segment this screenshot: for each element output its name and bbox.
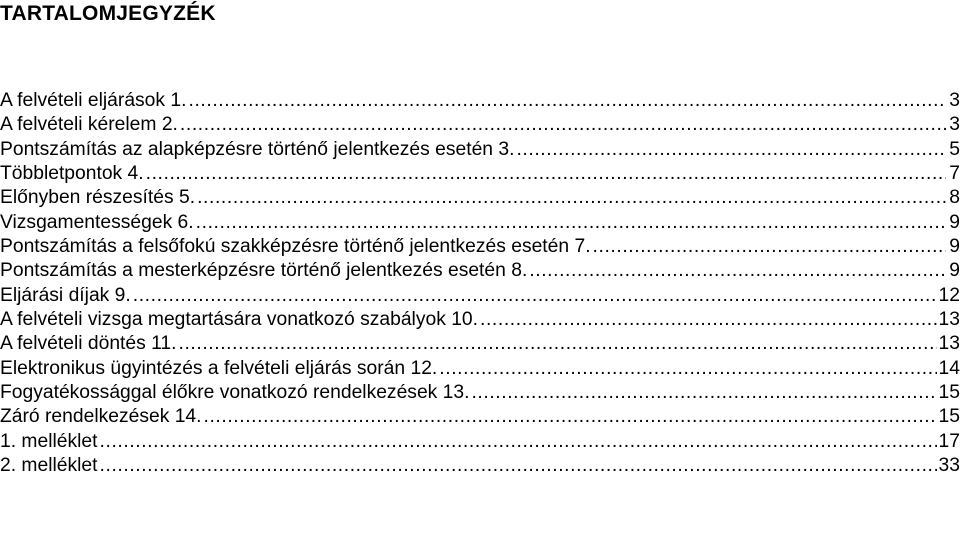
toc-title: TARTALOMJEGYZÉK [0, 2, 216, 25]
toc-entry-text[interactable]: Pontszámítás az alapképzésre történő jelentkezés esetén 3. [0, 138, 515, 160]
toc-page-number[interactable]: 33 [938, 455, 960, 477]
toc-entry-text[interactable]: Elektronikus ügyintézés a felvételi eljárás során 12. [0, 357, 438, 379]
toc-dot-leader [100, 430, 937, 454]
toc-entry-text[interactable]: Többletpontok 4. [0, 163, 144, 185]
toc-dot-leader [179, 332, 937, 356]
toc-dot-leader [146, 162, 946, 186]
toc-page-number[interactable]: 8 [949, 187, 960, 209]
toc-page-number[interactable]: 12 [938, 284, 960, 306]
toc-page-number[interactable]: 14 [938, 357, 960, 379]
toc-dot-leader [196, 211, 946, 235]
toc-entry[interactable] [0, 332, 960, 356]
toc-page-number[interactable]: 15 [938, 406, 960, 428]
toc-dot-leader [204, 405, 937, 429]
toc-entry[interactable] [0, 113, 960, 137]
toc-entry[interactable] [0, 405, 960, 429]
toc-entry-text[interactable]: A felvételi eljárások 1. [0, 90, 187, 111]
toc-entry[interactable] [0, 235, 960, 259]
toc-page-number[interactable]: 9 [949, 211, 960, 233]
toc-entry[interactable] [0, 162, 960, 186]
toc-dot-leader [189, 89, 947, 113]
toc-entry-text[interactable]: 2. melléklet [0, 455, 98, 477]
toc-entry-text[interactable]: Záró rendelkezések 14. [0, 406, 202, 428]
toc-dot-leader [516, 138, 946, 162]
toc-dot-leader [197, 186, 946, 210]
toc-entry-text[interactable]: A felvételi vizsga megtartására vonatkozó szabályok 10. [0, 309, 479, 331]
toc-page-number[interactable]: 7 [949, 163, 960, 185]
toc-dot-leader [133, 284, 937, 308]
toc-entry[interactable] [0, 259, 960, 283]
toc-page-number[interactable]: 5 [949, 138, 960, 160]
toc-entry-text[interactable]: A felvételi döntés 11. [0, 333, 177, 355]
toc-page-number[interactable]: 13 [938, 333, 960, 355]
toc-entry-text[interactable]: Pontszámítás a mesterképzésre történő jelentkezés esetén 8. [0, 260, 528, 282]
toc-page-number[interactable]: 15 [938, 382, 960, 404]
toc-entry[interactable] [0, 138, 960, 162]
toc-entry[interactable] [0, 357, 960, 381]
toc-entry[interactable] [0, 308, 960, 332]
toc-entry-text[interactable]: 1. melléklet [0, 430, 98, 452]
toc-page-number[interactable]: 17 [938, 430, 960, 452]
toc-dot-leader [100, 454, 937, 478]
toc-page-number[interactable]: 13 [938, 309, 960, 331]
toc-dot-leader [480, 308, 937, 332]
toc-entry-text[interactable]: Fogyatékossággal élőkre vonatkozó rendelkezések 13. [0, 382, 470, 404]
toc-page-number[interactable]: 9 [949, 236, 960, 258]
toc-entry[interactable] [0, 381, 960, 405]
toc-entry[interactable] [0, 186, 960, 210]
toc-dot-leader [471, 381, 936, 405]
toc-page-number[interactable]: 9 [949, 260, 960, 282]
toc-list [0, 89, 960, 479]
toc-entry-text[interactable]: Eljárási díjak 9. [0, 284, 131, 306]
toc-entry-text[interactable]: Előnyben részesítés 5. [0, 187, 196, 209]
toc-page-number[interactable]: 3 [949, 90, 960, 111]
toc-dot-leader [593, 235, 946, 259]
toc-dot-leader [529, 259, 946, 283]
toc-entry[interactable] [0, 211, 960, 235]
toc-dot-leader [180, 113, 946, 137]
toc-entry-text[interactable]: Pontszámítás a felsőfokú szakképzésre történő jelentkezés esetén 7. [0, 236, 591, 258]
toc-entry-text[interactable]: A felvételi kérelem 2. [0, 114, 178, 136]
toc-entry-text[interactable]: Vizsgamentességek 6. [0, 211, 194, 233]
toc-entry[interactable] [0, 430, 960, 454]
toc-entry[interactable] [0, 89, 960, 113]
toc-entry[interactable] [0, 284, 960, 308]
toc-entry[interactable] [0, 454, 960, 478]
toc-dot-leader [439, 357, 936, 381]
toc-page-number[interactable]: 3 [949, 114, 960, 136]
